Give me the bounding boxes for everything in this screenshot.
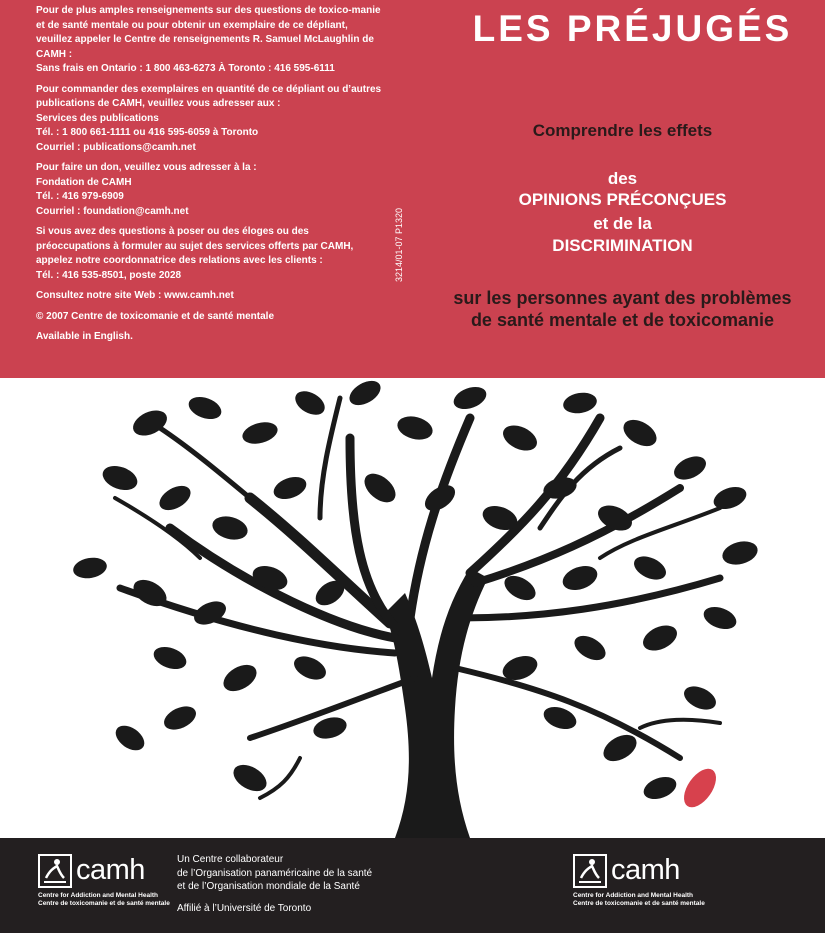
title-line-etdela: et de la — [593, 214, 652, 233]
orders-email: Courriel : publications@camh.net — [36, 141, 196, 153]
donation-paragraph — [36, 161, 386, 219]
client-relations-phone: Tél. : 416 535-8501, poste 2028 — [36, 269, 182, 281]
camh-name-fr: Centre de toxicomanie et de santé mentale — [573, 900, 705, 907]
tree-illustration — [0, 378, 825, 838]
orders-text: Pour commander des exemplaires en quantité de ce dépliant ou d’autres publications de CAMH, veuillez vous adresser aux : — [36, 83, 382, 109]
camh-name-en: Centre for Addiction and Mental Health — [38, 892, 159, 899]
camh-logo-left — [38, 854, 198, 914]
info-phone: Sans frais en Ontario : 1 800 463-6273 À Toronto : 416 595-6111 — [36, 63, 335, 74]
orders-phone: Tél. : 1 800 661-1111 ou 416 595-6059 à Toronto — [36, 127, 259, 138]
collab-line-3: et de l’Organisation mondiale de la Santé — [177, 881, 360, 892]
affiliation-line: Affilié à l’Université de Toronto — [177, 902, 312, 914]
red-header-band — [0, 0, 825, 378]
subtitle-people-line1: sur les personnes ayant des problèmes — [453, 288, 792, 308]
collab-line-2: de l’Organisation panaméricaine de la santé — [177, 867, 373, 879]
camh-logo-right — [573, 854, 733, 914]
info-text: Pour de plus amples renseignements sur des questions de toxico-manie et de santé mentale ou pour obtenir un exemplaire de ce dépliant, veuillez appeler le Centre de renseignements R. Samuel McLaughlin de CAMH : — [36, 5, 381, 60]
subtitle-understand: Comprendre les effets — [532, 121, 713, 140]
camh-wordmark: camh — [611, 854, 680, 886]
contact-info-column — [36, 4, 386, 351]
camh-name-en: Centre for Addiction and Mental Health — [573, 892, 694, 899]
title-line-discrimination: DISCRIMINATION — [552, 236, 693, 255]
falling-leaf-icon — [678, 763, 723, 813]
copyright-line: © 2007 Centre de toxicomanie et de santé mentale — [36, 310, 275, 322]
camh-figure-icon — [573, 854, 607, 888]
client-relations-text: Si vous avez des questions à poser ou des éloges ou des préoccupations à formuler au sujet des services offerts par CAMH, appelez notre coordonnatrice des relations avec les clients : — [36, 226, 354, 266]
donation-text: Pour faire un don, veuillez vous adresser à la : — [36, 162, 257, 173]
website-line: Consultez notre site Web : www.camh.net — [36, 290, 234, 301]
donation-phone: Tél. : 416 979-6909 — [36, 191, 124, 202]
info-paragraph — [36, 4, 386, 77]
camh-wordmark: camh — [76, 854, 145, 886]
collaboration-info — [177, 853, 437, 915]
title-line-des: des — [607, 169, 638, 188]
donation-org: Fondation de CAMH — [36, 176, 132, 188]
subtitle-people — [420, 287, 825, 331]
english-availability: Available in English. — [36, 331, 133, 342]
orders-service: Services des publications — [36, 112, 159, 124]
part-number: 3214/01-07 P1320 — [394, 207, 404, 282]
camh-figure-icon — [38, 854, 72, 888]
tree-icon — [0, 378, 825, 838]
camh-name-fr: Centre de toxicomanie et de santé mentale — [38, 900, 170, 907]
collab-line-1: Un Centre collaborateur — [177, 854, 284, 865]
client-relations-paragraph — [36, 225, 386, 283]
orders-paragraph — [36, 83, 386, 156]
donation-email: Courriel : foundation@camh.net — [36, 205, 189, 217]
footer-bar — [0, 838, 825, 933]
page-title: LES PRÉJUGÉS — [472, 8, 793, 49]
subtitle-people-line2: de santé mentale et de toxicomanie — [470, 310, 775, 330]
title-line-opinions: OPINIONS PRÉCONÇUES — [518, 190, 727, 209]
